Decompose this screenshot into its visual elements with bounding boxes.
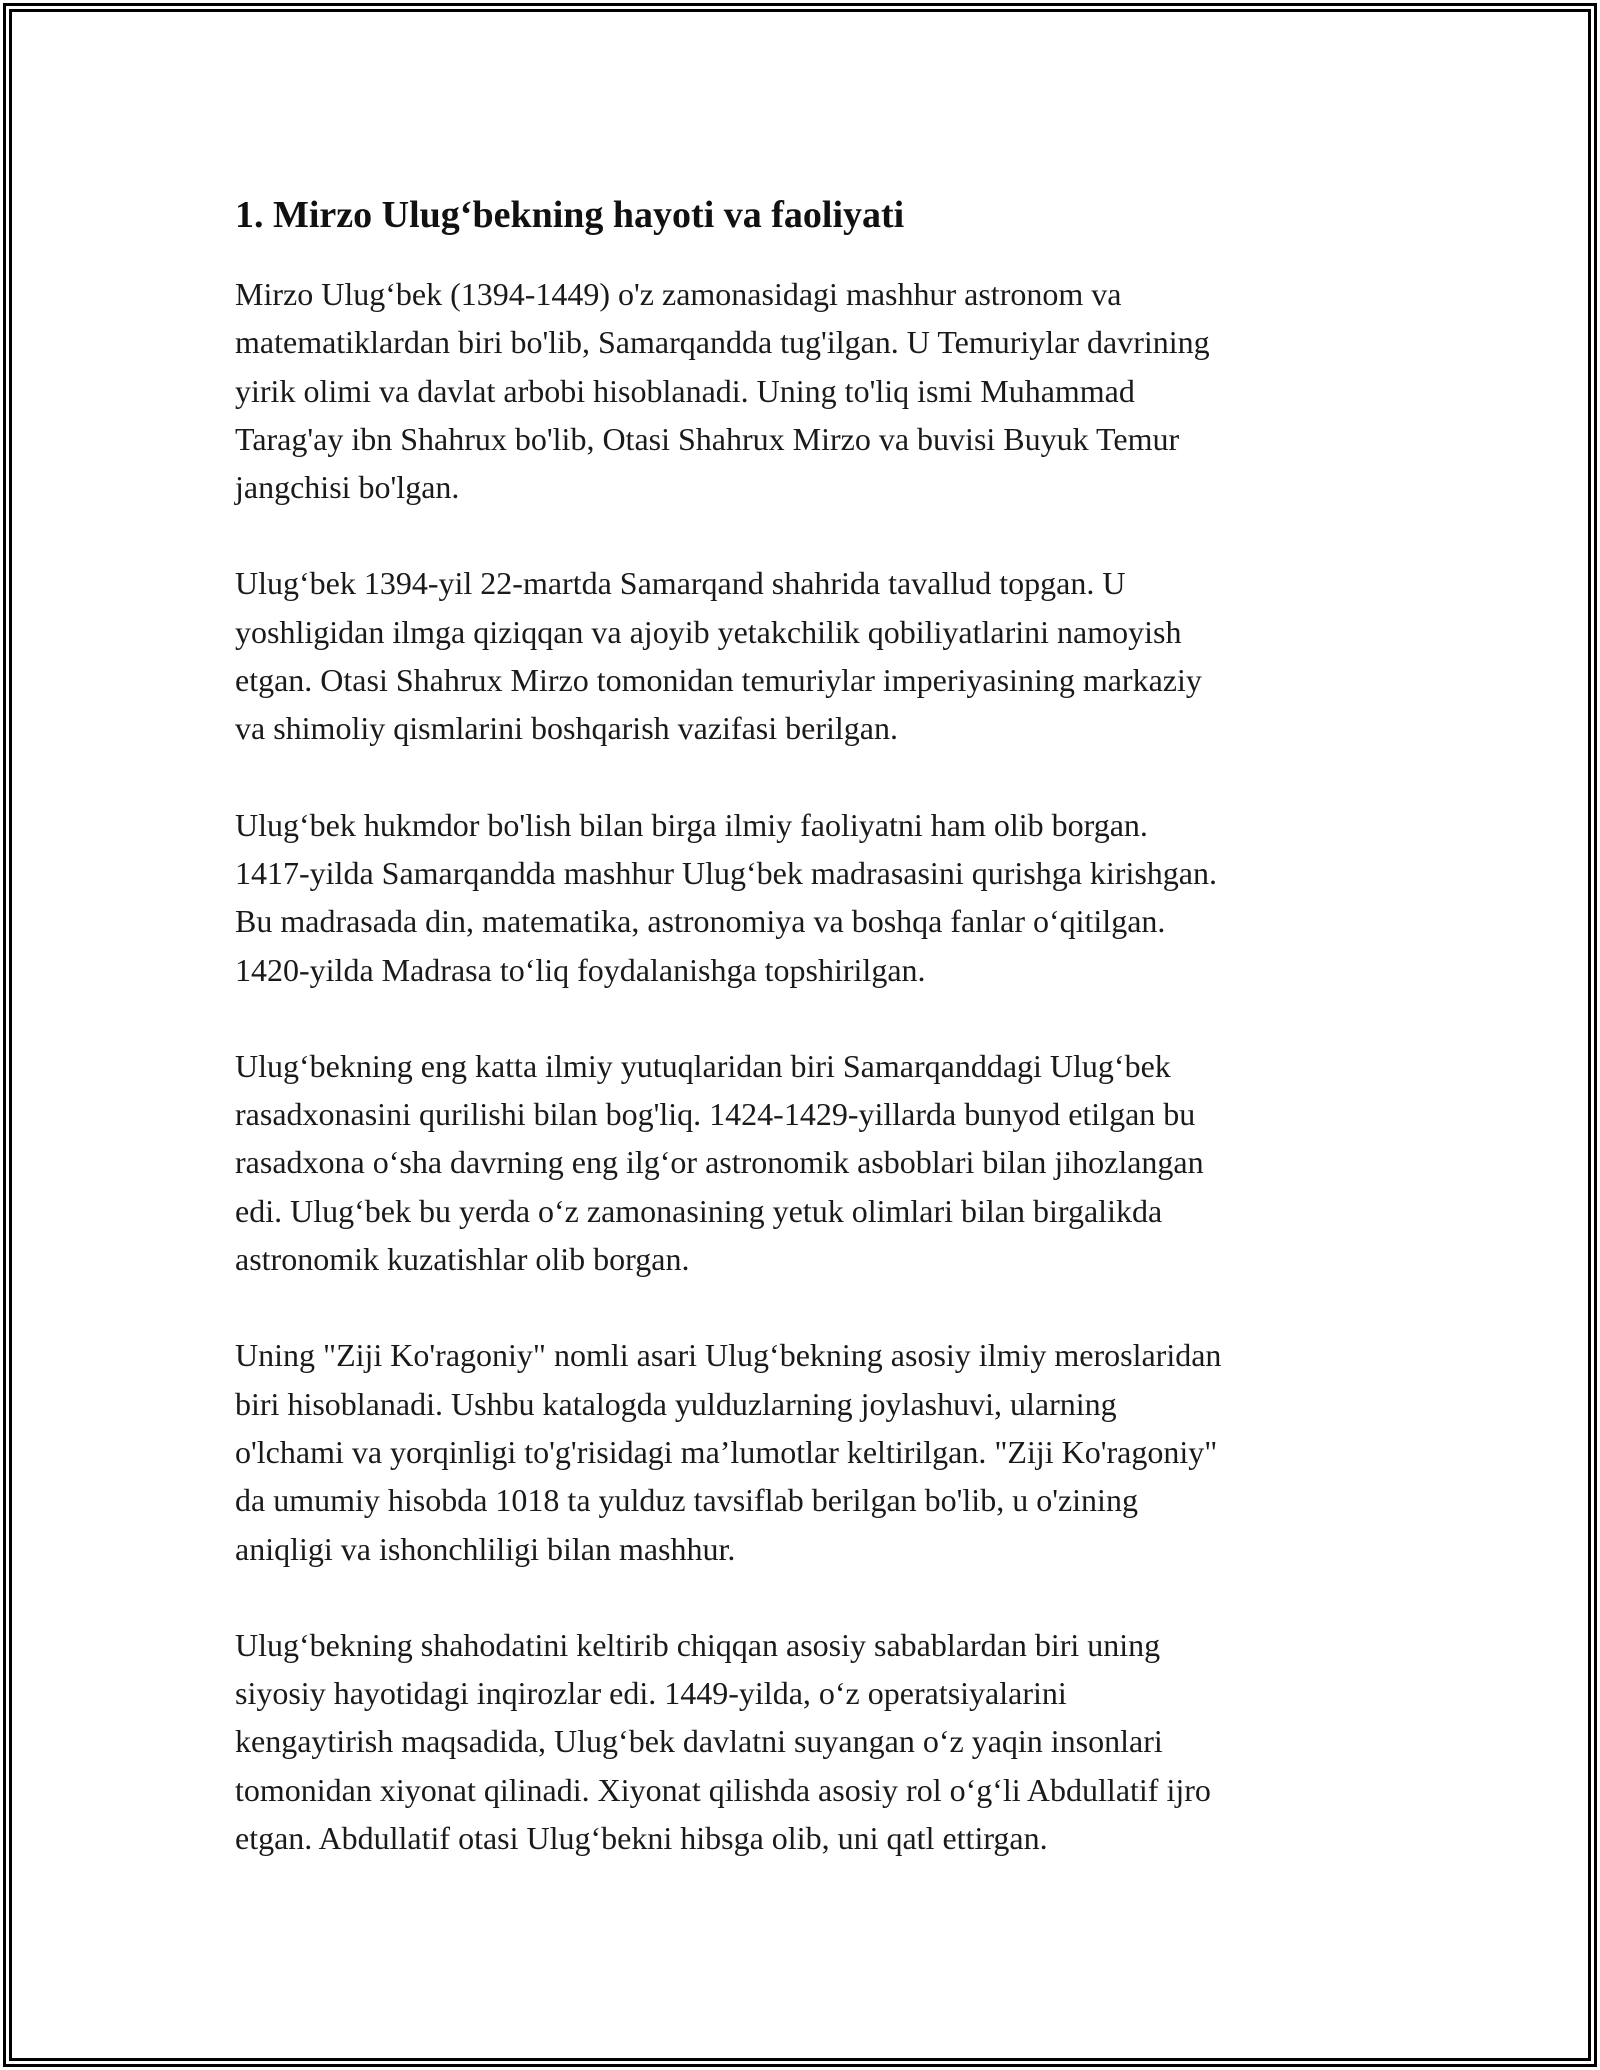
paragraph-life-overview: Mirzo Ulug‘bek (1394-1449) o'z zamonasidagi mashhur astronom va matematiklardan biri bo'lib, Samarqandda tug'ilgan. U Temuriylar davrining yirik olimi va davlat arbobi hisoblanadi. Uning to'liq ismi Muhammad Tarag'ay ibn Shahrux bo'lib, Otasi Shahrux Mirzo va buvisi Buyuk Temur jangchisi bo'lgan.: [235, 276, 1210, 506]
paragraph-birth-youth: Ulug‘bek 1394-yil 22-martda Samarqand shahrida tavallud topgan. U yoshligidan ilmga qiziqqan va ajoyib yetakchilik qobiliyatlarini namoyish etgan. Otasi Shahrux Mirzo tomonidan temuriylar imperiyasining markaziy va shimoliy qismlarini boshqarish vazifasi berilgan.: [235, 565, 1202, 747]
paragraph-death: Ulug‘bekning shahodatini keltirib chiqqan asosiy sabablardan biri uning siyosiy hayotidagi inqirozlar edi. 1449-yilda, o‘z operatsiyalarini kengaytirish maqsadida, Ulug‘bek davlatni suyangan o‘z yaqin insonlari tomonidan xiyonat qilinadi. Xiyonat qilishda asosiy rol o‘g‘li Abdullatif ijro etgan. Abdullatif otasi Ulug‘bekni hibsga olib, uni qatl ettirgan.: [235, 1626, 1211, 1857]
document-title: 1. Mirzo Ulug‘bekning hayoti va faoliyati: [235, 194, 905, 236]
paragraph-madrasa: Ulug‘bek hukmdor bo'lish bilan birga ilmiy faoliyatni ham olib borgan. 1417-yilda Samarqandda mashhur Ulug‘bek madrasasini qurishga kirishgan. Bu madrasada din, matematika, astronomiya va boshqa fanlar o‘qitilgan. 1420-yilda Madrasa to‘liq foydalanishga topshirilgan.: [235, 806, 1217, 988]
paragraph-zij-catalog: Uning "Ziji Ko'ragoniy" nomli asari Ulug‘bekning asosiy ilmiy meroslaridan biri hisoblanadi. Ushbu katalogda yulduzlarning joylashuvi, ularning o'lchami va yorqinligi to'g'risidagi ma’lumotlar keltirilgan. "Ziji Ko'ragoniy" da umumiy hisobda 1018 ta yulduz tavsiflab berilgan bo'lib, u o'zining aniqligi va ishonchliligi bilan mashhur.: [235, 1337, 1222, 1567]
paragraph-observatory: Ulug‘bekning eng katta ilmiy yutuqlaridan biri Samarqanddagi Ulug‘bek rasadxonasini qurilishi bilan bog'liq. 1424-1429-yillarda bunyod etilgan bu rasadxona o‘sha davrning eng ilg‘or astronomik asboblari bilan jihozlangan edi. Ulug‘bek bu yerda o‘z zamonasining yetuk olimlari bilan birgalikda astronomik kuzatishlar olib borgan.: [235, 1047, 1204, 1278]
document-body: [235, 186, 1375, 1910]
